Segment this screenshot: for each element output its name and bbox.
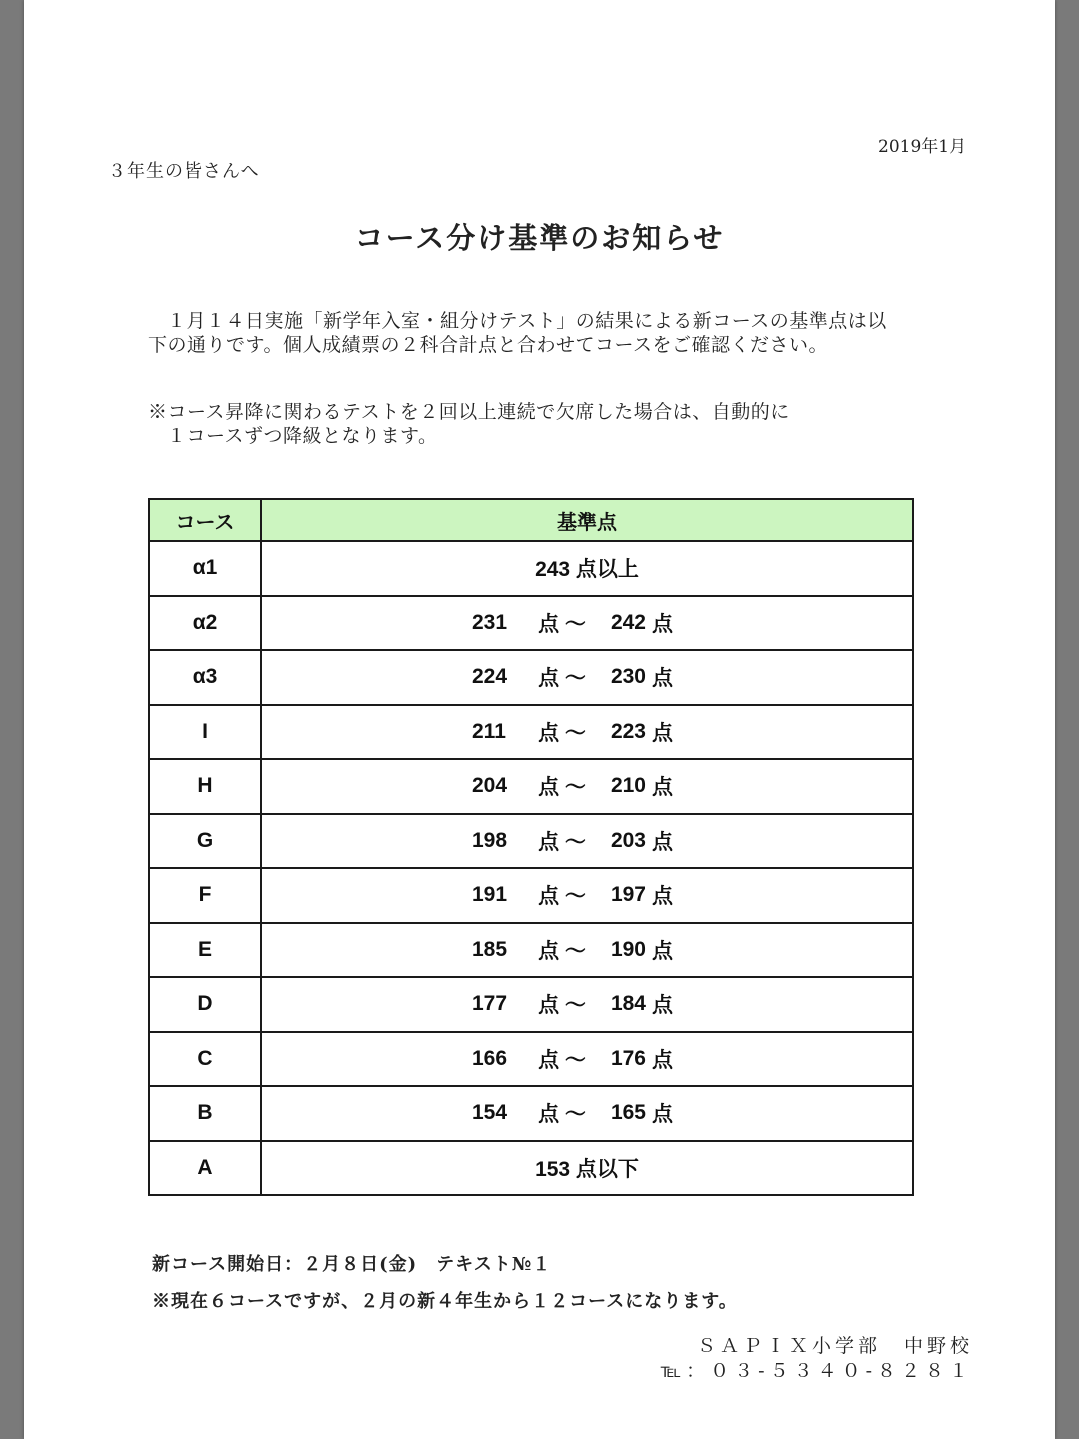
criteria-cell: [261, 705, 913, 760]
score-to: 190: [610, 937, 646, 961]
issue-date: 2019年1月: [878, 137, 967, 157]
absence-note: [148, 400, 898, 448]
unit-label: 点: [652, 1103, 673, 1127]
score-range: [472, 880, 702, 910]
unit-label: 点: [652, 994, 673, 1018]
recipient: ３年生の皆さんへ: [108, 161, 260, 182]
score-range: [472, 989, 702, 1019]
score-from: 191: [472, 883, 508, 907]
unit-label: 点: [652, 612, 673, 636]
unit-label: 点: [652, 885, 673, 909]
course-cell: B: [149, 1086, 261, 1141]
range-separator: 点 ～: [538, 1103, 586, 1127]
table-row: [149, 759, 913, 814]
score-from: 211: [472, 719, 506, 743]
table-row: [149, 868, 913, 923]
criteria-cell: [261, 868, 913, 923]
course-cell: α2: [149, 596, 261, 651]
criteria-cell: [261, 759, 913, 814]
criteria-cell: [261, 1086, 913, 1141]
score-from: 154: [472, 1101, 508, 1125]
school-name: ＳＡＰＩＸ小学部 中野校: [696, 1335, 973, 1357]
course-cell: α1: [149, 541, 261, 596]
range-separator: 点 ～: [538, 939, 586, 963]
unit-label: 点: [652, 830, 673, 854]
course-cell: G: [149, 814, 261, 869]
score-range: [472, 935, 702, 965]
criteria-cell: [261, 596, 913, 651]
table-row: [149, 541, 913, 596]
score-from: 198: [472, 828, 508, 852]
criteria-cell: [261, 1032, 913, 1087]
range-separator: 点 ～: [538, 1048, 586, 1072]
criteria-cell: [261, 923, 913, 978]
score-from: 224: [472, 665, 508, 689]
table-row: [149, 814, 913, 869]
criteria-cell: [261, 814, 913, 869]
criteria-cell: [261, 650, 913, 705]
score-from: 185: [472, 937, 508, 961]
score-from: 166: [472, 1046, 508, 1070]
table-row: [149, 1141, 913, 1196]
score-range: [472, 717, 702, 747]
table-row: [149, 596, 913, 651]
course-count-note: ※現在６コースですが、２月の新４年生から１２コースになります。: [152, 1291, 738, 1312]
course-cell: α3: [149, 650, 261, 705]
course-cell: A: [149, 1141, 261, 1196]
table-row: [149, 1086, 913, 1141]
header-criteria: 基準点: [261, 499, 913, 541]
unit-label: 点: [652, 667, 673, 691]
score-to: 230: [610, 665, 646, 689]
table-row: [149, 1032, 913, 1087]
course-cell: C: [149, 1032, 261, 1087]
score-range: [472, 1098, 702, 1128]
table-row: [149, 923, 913, 978]
range-separator: 点 ～: [538, 721, 586, 745]
criteria-cell: [261, 977, 913, 1032]
score-to: 165: [610, 1101, 646, 1125]
unit-label: 点: [652, 721, 673, 745]
score-from: 177: [472, 992, 508, 1016]
page-title: コース分け基準のお知らせ: [354, 221, 725, 255]
table-row: [149, 650, 913, 705]
score-to: 176: [610, 1046, 646, 1070]
criteria-cell: 243 点以上: [261, 541, 913, 596]
unit-label: 点: [652, 939, 673, 963]
score-range: [472, 1044, 702, 1074]
course-cell: I: [149, 705, 261, 760]
course-cell: D: [149, 977, 261, 1032]
table-header-row: [149, 499, 913, 541]
unit-label: 点: [652, 1048, 673, 1072]
phone-number: ℡：０３-５３４０-８２８１: [660, 1360, 973, 1382]
table-row: [149, 705, 913, 760]
score-to: 210: [610, 774, 646, 798]
course-cell: E: [149, 923, 261, 978]
score-range: [472, 826, 702, 856]
absence-note-line1: ※コース昇降に関わるテストを２回以上連続で欠席した場合は、自動的に: [148, 401, 790, 423]
score-to: 223: [610, 719, 646, 743]
range-separator: 点 ～: [538, 830, 586, 854]
unit-label: 点: [652, 776, 673, 800]
criteria-cell: 153 点以下: [261, 1141, 913, 1196]
range-separator: 点 ～: [538, 885, 586, 909]
table-row: [149, 977, 913, 1032]
score-from: 204: [472, 774, 508, 798]
header-course: コース: [149, 499, 261, 541]
score-from: 231: [472, 610, 508, 634]
range-separator: 点 ～: [538, 667, 586, 691]
range-separator: 点 ～: [538, 776, 586, 800]
document-page: [24, 0, 1055, 1439]
new-course-start: 新コース開始日：２月８日(金) テキスト№１: [152, 1254, 552, 1275]
score-to: 184: [610, 992, 646, 1016]
range-separator: 点 ～: [538, 612, 586, 636]
score-range: [472, 771, 702, 801]
intro-paragraph: １月１４日実施「新学年入室・組分けテスト」の結果による新コースの基準点は以下の通りです。個人成績票の２科合計点と合わせてコースをご確認ください。: [148, 310, 887, 356]
course-cell: F: [149, 868, 261, 923]
course-criteria-table: [148, 498, 914, 1196]
score-range: [472, 608, 702, 638]
course-cell: H: [149, 759, 261, 814]
score-to: 203: [610, 828, 646, 852]
range-separator: 点 ～: [538, 994, 586, 1018]
score-to: 197: [610, 883, 646, 907]
score-to: 242: [610, 610, 646, 634]
absence-note-line2: １コースずつ降級となります。: [167, 425, 438, 447]
score-range: [472, 662, 702, 692]
